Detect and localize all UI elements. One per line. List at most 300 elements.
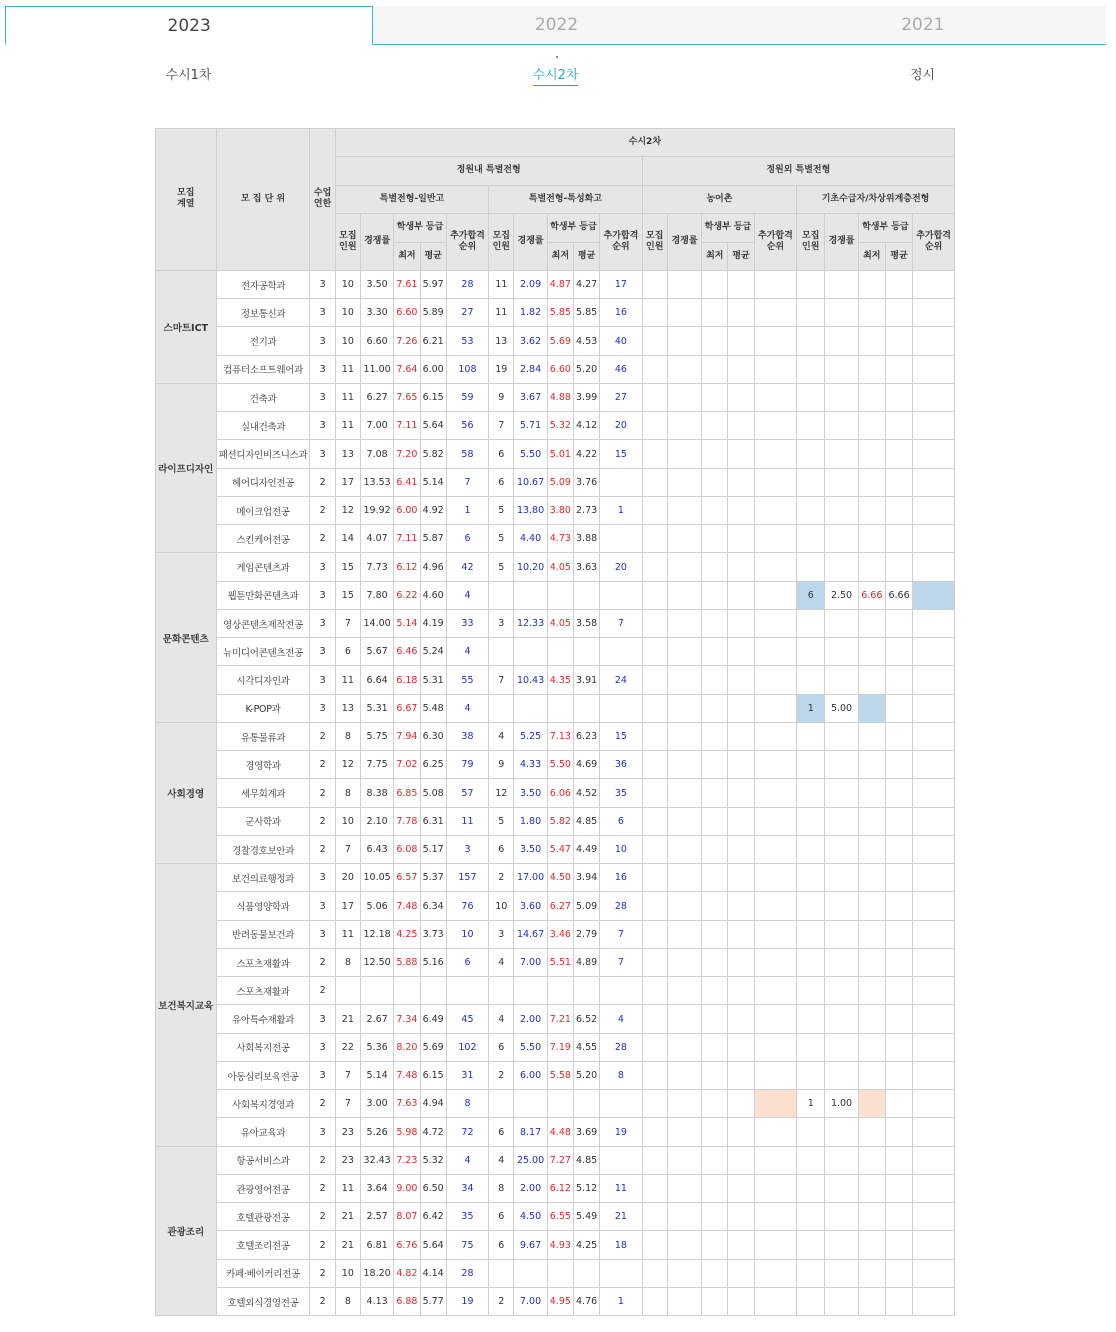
cell	[667, 1174, 701, 1202]
cell: 5.87	[420, 525, 446, 553]
department-cell: K-POP과	[216, 694, 310, 722]
cell	[858, 1259, 885, 1287]
cell	[913, 977, 955, 1005]
cell: 3	[310, 440, 335, 468]
cell: 25.00	[514, 1146, 547, 1174]
department-cell: 전자공학과	[216, 270, 310, 298]
cell: 10	[335, 270, 360, 298]
cell	[858, 496, 885, 524]
subtab-susi2[interactable]	[372, 52, 739, 92]
department-cell: 군사학과	[216, 807, 310, 835]
cell: 3	[310, 412, 335, 440]
cell: 3.64	[360, 1174, 393, 1202]
cell	[825, 1203, 858, 1231]
table-row	[156, 1259, 955, 1287]
cell: 5	[489, 525, 514, 553]
cell	[600, 581, 642, 609]
cell: 3.50	[360, 270, 393, 298]
cell	[797, 779, 825, 807]
cell	[642, 1203, 667, 1231]
header-extra: 추가합격 순위	[446, 214, 488, 271]
cell: 10	[335, 807, 360, 835]
cell: 7.00	[360, 412, 393, 440]
cell: 7.48	[394, 892, 420, 920]
cell	[702, 468, 728, 496]
cell: 2.79	[573, 920, 599, 948]
cell: 6.85	[394, 779, 420, 807]
cell: 5.09	[573, 892, 599, 920]
cell: 3.76	[573, 468, 599, 496]
cell: 2	[310, 977, 335, 1005]
cell	[885, 864, 912, 892]
cell	[754, 920, 796, 948]
cell	[667, 299, 701, 327]
table-row	[156, 1287, 955, 1315]
cell: 11	[335, 1174, 360, 1202]
cell	[858, 1033, 885, 1061]
cell	[885, 270, 912, 298]
year-tabs	[5, 6, 1106, 45]
cell	[667, 835, 701, 863]
cell: 28	[446, 270, 488, 298]
table-row	[156, 383, 955, 411]
cell	[885, 1259, 912, 1287]
cell	[728, 948, 754, 976]
cell: 1	[600, 496, 642, 524]
cell: 7.48	[394, 1061, 420, 1089]
cell: 3	[310, 1005, 335, 1033]
cell	[858, 948, 885, 976]
cell	[642, 977, 667, 1005]
cell: 3.69	[573, 1118, 599, 1146]
cell: 32.43	[360, 1146, 393, 1174]
cell	[825, 864, 858, 892]
cell	[754, 1005, 796, 1033]
cell	[825, 779, 858, 807]
cell: 6.34	[420, 892, 446, 920]
cell: 10.05	[360, 864, 393, 892]
cell	[702, 1174, 728, 1202]
cell	[728, 722, 754, 750]
cell: 7.73	[360, 553, 393, 581]
cell	[885, 1287, 912, 1315]
cell: 10	[446, 920, 488, 948]
cell	[913, 1287, 955, 1315]
cell	[797, 355, 825, 383]
cell	[913, 1203, 955, 1231]
cell	[885, 609, 912, 637]
cell	[547, 581, 573, 609]
header-avg: 평균	[728, 242, 754, 270]
cell	[797, 1203, 825, 1231]
cell: 9.00	[394, 1174, 420, 1202]
cell	[667, 468, 701, 496]
table-row	[156, 1033, 955, 1061]
cell	[446, 977, 488, 1005]
cell: 6.60	[360, 327, 393, 355]
cell	[754, 355, 796, 383]
cell	[600, 468, 642, 496]
cell: 4.50	[514, 1203, 547, 1231]
cell: 5.09	[547, 468, 573, 496]
cell	[858, 468, 885, 496]
cell: 2	[310, 751, 335, 779]
table-row	[156, 1231, 955, 1259]
cell	[489, 977, 514, 1005]
cell	[913, 892, 955, 920]
cell	[825, 920, 858, 948]
cell: 6.42	[420, 1203, 446, 1231]
table-row	[156, 892, 955, 920]
cell: 17.00	[514, 864, 547, 892]
cell: 6.55	[547, 1203, 573, 1231]
cell: 5.25	[514, 722, 547, 750]
cell	[858, 1005, 885, 1033]
cell: 4.40	[514, 525, 547, 553]
cell	[825, 1005, 858, 1033]
header-track: 특별전형-특성화고	[489, 185, 642, 213]
subtab-jeongsi[interactable]	[739, 52, 1106, 92]
cell	[667, 864, 701, 892]
cell: 45	[446, 1005, 488, 1033]
cell: 1	[446, 496, 488, 524]
cell: 2.73	[573, 496, 599, 524]
cell: 2	[310, 722, 335, 750]
table-row	[156, 581, 955, 609]
subtab-susi1-label: 수시1차	[165, 68, 212, 83]
cell	[754, 835, 796, 863]
cell	[642, 1005, 667, 1033]
department-cell: 스킨케어전공	[216, 525, 310, 553]
cell	[913, 1061, 955, 1089]
cell: 4.25	[394, 920, 420, 948]
cell	[885, 835, 912, 863]
cell	[913, 920, 955, 948]
cell: 11	[335, 666, 360, 694]
cell: 4.35	[547, 666, 573, 694]
cell	[667, 383, 701, 411]
table-row	[156, 1061, 955, 1089]
cell	[754, 1146, 796, 1174]
cell: 3.80	[547, 496, 573, 524]
cell	[797, 553, 825, 581]
cell	[825, 1033, 858, 1061]
cell: 4.12	[573, 412, 599, 440]
table-row	[156, 948, 955, 976]
tab-2022[interactable]: 2022	[373, 6, 739, 45]
cell: 7	[600, 609, 642, 637]
cell	[728, 1174, 754, 1202]
cell: 2	[310, 835, 335, 863]
cell: 27	[600, 383, 642, 411]
department-cell: 스포츠재활과	[216, 977, 310, 1005]
cell: 11	[335, 355, 360, 383]
cell	[825, 1174, 858, 1202]
cell: 5.71	[514, 412, 547, 440]
cell: 4.89	[573, 948, 599, 976]
cell: 6.00	[420, 355, 446, 383]
cell	[728, 525, 754, 553]
cell	[885, 807, 912, 835]
table-row	[156, 327, 955, 355]
cell: 3	[310, 1033, 335, 1061]
cell: 6	[489, 1033, 514, 1061]
cell: 3.73	[420, 920, 446, 948]
cell: 102	[446, 1033, 488, 1061]
cell: 18.20	[360, 1259, 393, 1287]
cell: 6.15	[420, 383, 446, 411]
cell	[667, 1061, 701, 1089]
cell: 5.00	[825, 694, 858, 722]
cell	[667, 553, 701, 581]
cell: 72	[446, 1118, 488, 1146]
cell	[885, 1174, 912, 1202]
cell	[754, 327, 796, 355]
group-cell: 스마트ICT	[156, 270, 217, 383]
cell: 5.85	[547, 299, 573, 327]
cell	[642, 779, 667, 807]
tab-2021[interactable]: 2021	[740, 6, 1106, 45]
cell: 4.49	[573, 835, 599, 863]
cell	[702, 1146, 728, 1174]
cell: 3.00	[360, 1090, 393, 1118]
department-cell: 카페·베이커리전공	[216, 1259, 310, 1287]
cell: 108	[446, 355, 488, 383]
cell: 11	[489, 299, 514, 327]
cell	[797, 948, 825, 976]
cell	[754, 299, 796, 327]
cell	[642, 666, 667, 694]
cell	[858, 1203, 885, 1231]
cell	[858, 751, 885, 779]
cell	[667, 722, 701, 750]
cell	[642, 270, 667, 298]
cell: 10	[335, 327, 360, 355]
cell	[913, 835, 955, 863]
cell	[913, 1174, 955, 1202]
cell	[573, 1090, 599, 1118]
cell	[885, 722, 912, 750]
cell: 11	[335, 920, 360, 948]
cell	[797, 496, 825, 524]
cell	[913, 722, 955, 750]
cell: 6	[489, 1118, 514, 1146]
cell: 6.21	[420, 327, 446, 355]
cell: 3.46	[547, 920, 573, 948]
cell: 19	[489, 355, 514, 383]
cell: 21	[335, 1231, 360, 1259]
cell	[885, 779, 912, 807]
department-cell: 패션디자인비즈니스과	[216, 440, 310, 468]
cell	[754, 1090, 796, 1118]
cell	[728, 807, 754, 835]
department-cell: 아동심리보육전공	[216, 1061, 310, 1089]
header-avg: 평균	[573, 242, 599, 270]
cell	[600, 1146, 642, 1174]
cell: 7.11	[394, 412, 420, 440]
cell	[728, 779, 754, 807]
cell: 14	[335, 525, 360, 553]
cell	[667, 892, 701, 920]
cell: 6.12	[547, 1174, 573, 1202]
cell	[825, 948, 858, 976]
cell: 8.20	[394, 1033, 420, 1061]
cell	[702, 1118, 728, 1146]
cell	[797, 1005, 825, 1033]
cell: 4.13	[360, 1287, 393, 1315]
cell: 7	[600, 920, 642, 948]
cell: 3.99	[573, 383, 599, 411]
table-row	[156, 920, 955, 948]
cell	[728, 638, 754, 666]
cell	[858, 779, 885, 807]
cell: 7.13	[547, 722, 573, 750]
header-track: 특별전형-일반고	[335, 185, 488, 213]
cell	[797, 920, 825, 948]
cell	[702, 751, 728, 779]
cell	[702, 412, 728, 440]
header-avg: 평균	[420, 242, 446, 270]
cell	[885, 920, 912, 948]
department-cell: 항공서비스과	[216, 1146, 310, 1174]
subtab-jeongsi-label: 정시	[909, 68, 936, 83]
cell: 4.82	[394, 1259, 420, 1287]
cell: 1.80	[514, 807, 547, 835]
cell	[573, 977, 599, 1005]
cell: 6.52	[573, 1005, 599, 1033]
cell	[573, 1259, 599, 1287]
cell: 7.00	[514, 948, 547, 976]
cell	[885, 496, 912, 524]
cell: 3.88	[573, 525, 599, 553]
cell	[728, 977, 754, 1005]
cell: 4.72	[420, 1118, 446, 1146]
cell: 8.38	[360, 779, 393, 807]
cell: 11	[446, 807, 488, 835]
cell	[489, 1090, 514, 1118]
cell: 6.49	[420, 1005, 446, 1033]
admission-results-table	[155, 128, 955, 1316]
cell: 16	[600, 864, 642, 892]
cell	[642, 807, 667, 835]
cell	[728, 1005, 754, 1033]
cell	[825, 383, 858, 411]
cell	[754, 751, 796, 779]
cell: 6.27	[360, 383, 393, 411]
cell: 5.97	[420, 270, 446, 298]
cell: 28	[446, 1259, 488, 1287]
cell	[825, 1231, 858, 1259]
cell	[642, 440, 667, 468]
table-row	[156, 496, 955, 524]
cell	[728, 496, 754, 524]
cell	[797, 1033, 825, 1061]
cell: 55	[446, 666, 488, 694]
cell	[489, 638, 514, 666]
cell: 6.00	[514, 1061, 547, 1089]
cell	[885, 1090, 912, 1118]
cell	[885, 948, 912, 976]
cell	[754, 1231, 796, 1259]
cell	[600, 1090, 642, 1118]
cell	[667, 581, 701, 609]
cell	[754, 609, 796, 637]
cell: 5.88	[394, 948, 420, 976]
cell: 7.21	[547, 1005, 573, 1033]
cell	[702, 977, 728, 1005]
cell: 22	[335, 1033, 360, 1061]
subtab-susi1[interactable]	[5, 52, 372, 92]
cell	[885, 751, 912, 779]
cell: 7.19	[547, 1033, 573, 1061]
cell: 3	[489, 609, 514, 637]
cell	[667, 638, 701, 666]
cell: 2.84	[514, 355, 547, 383]
cell	[573, 694, 599, 722]
cell	[913, 355, 955, 383]
cell	[858, 892, 885, 920]
cell: 5.08	[420, 779, 446, 807]
cell	[702, 1231, 728, 1259]
cell	[667, 412, 701, 440]
cell: 157	[446, 864, 488, 892]
cell: 7	[489, 666, 514, 694]
cell	[913, 496, 955, 524]
tab-2023[interactable]: 2023	[5, 6, 373, 45]
cell: 3	[310, 638, 335, 666]
cell: 7.02	[394, 751, 420, 779]
cell	[728, 892, 754, 920]
cell: 5.77	[420, 1287, 446, 1315]
cell: 46	[600, 355, 642, 383]
table-row	[156, 412, 955, 440]
cell: 2	[310, 496, 335, 524]
cell: 3.50	[514, 779, 547, 807]
cell	[885, 468, 912, 496]
header-within: 정원내 특별전형	[335, 157, 642, 185]
cell	[913, 1231, 955, 1259]
cell	[825, 299, 858, 327]
cell	[728, 1231, 754, 1259]
cell	[728, 1287, 754, 1315]
cell	[667, 1146, 701, 1174]
cell	[825, 977, 858, 1005]
cell: 7.78	[394, 807, 420, 835]
cell: 15	[600, 722, 642, 750]
cell: 2	[310, 779, 335, 807]
table-row	[156, 694, 955, 722]
cell	[667, 355, 701, 383]
cell	[702, 1203, 728, 1231]
cell: 5.12	[573, 1174, 599, 1202]
cell: 10	[600, 835, 642, 863]
cell	[754, 948, 796, 976]
cell: 1	[600, 1287, 642, 1315]
cell	[642, 553, 667, 581]
cell: 2	[310, 1231, 335, 1259]
cell	[797, 468, 825, 496]
cell	[702, 383, 728, 411]
cell	[913, 440, 955, 468]
cell: 6.31	[420, 807, 446, 835]
table-row	[156, 807, 955, 835]
cell	[514, 581, 547, 609]
cell: 7	[446, 468, 488, 496]
cell: 1.82	[514, 299, 547, 327]
department-cell: 뉴미디어콘텐츠전공	[216, 638, 310, 666]
cell	[667, 1033, 701, 1061]
department-cell: 유통물류과	[216, 722, 310, 750]
